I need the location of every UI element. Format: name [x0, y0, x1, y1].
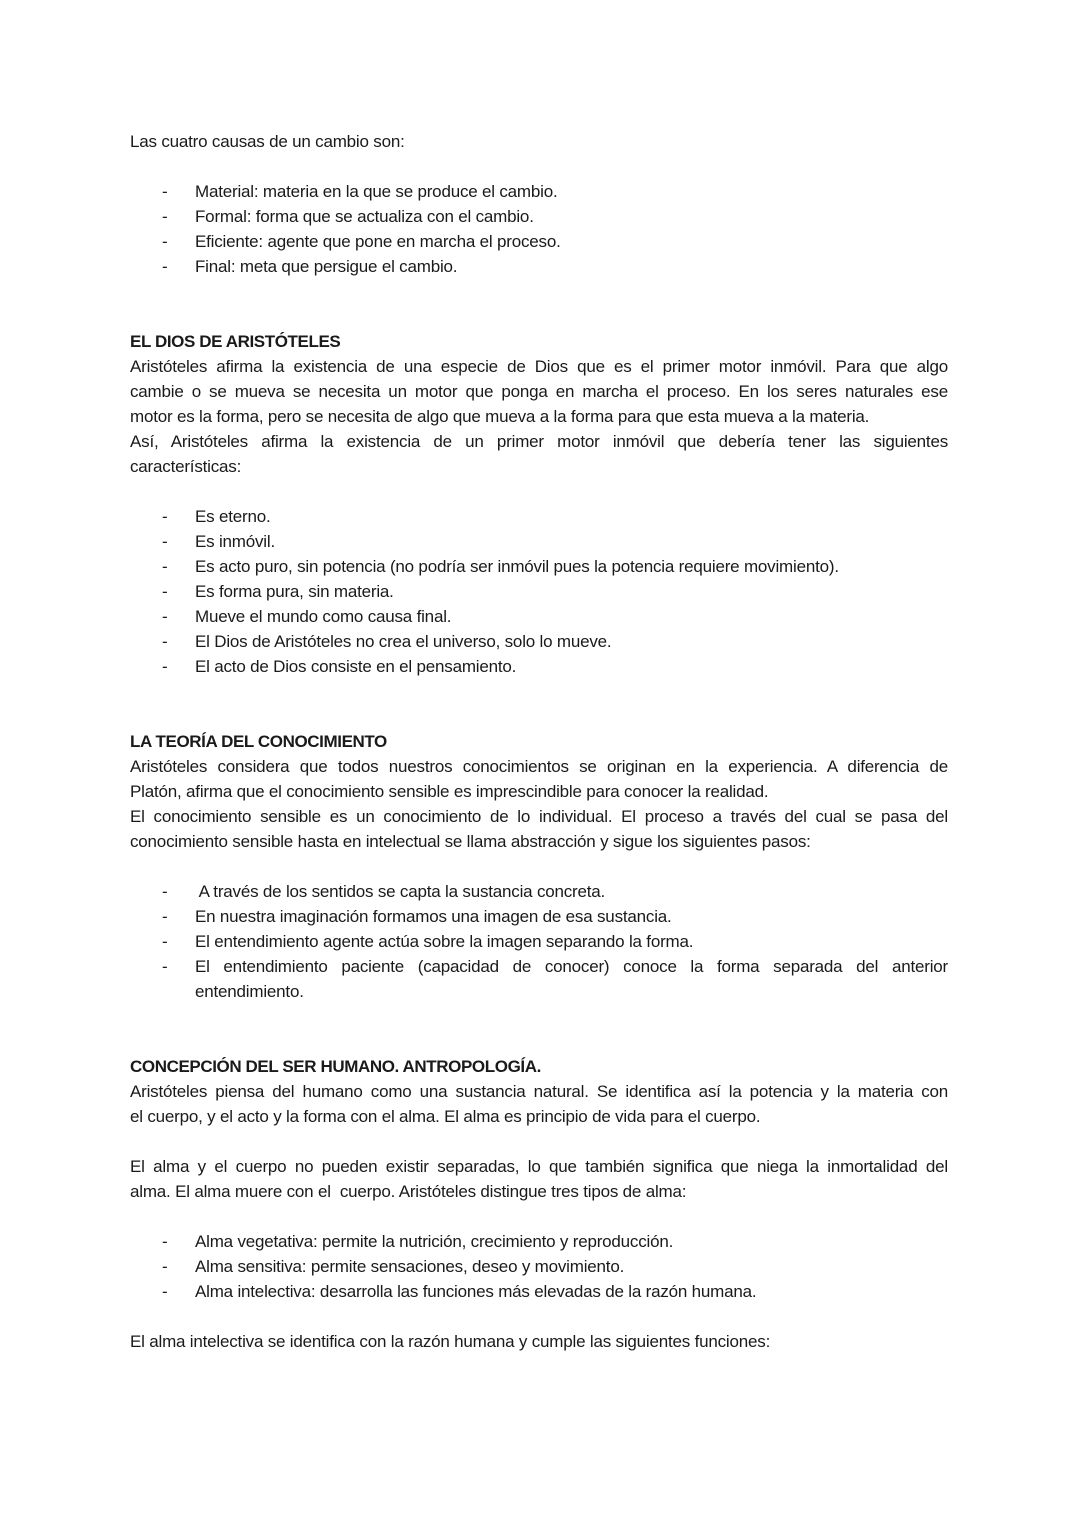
list-bullet: -: [162, 207, 168, 226]
list-bullet: -: [162, 882, 168, 901]
paragraph-line: El conocimiento sensible es un conocimiento de lo individual. El proceso a través del cual se pasa del: [130, 807, 948, 826]
list-bullet: -: [162, 232, 168, 251]
section-heading-knowledge: LA TEORÍA DEL CONOCIMIENTO: [130, 732, 387, 751]
list-bullet: -: [162, 507, 168, 526]
list-item: Formal: forma que se actualiza con el cambio.: [195, 207, 534, 226]
list-item: El entendimiento paciente (capacidad de conocer) conoce la forma separada del anterior: [195, 957, 948, 976]
list-item: Mueve el mundo como causa final.: [195, 607, 452, 626]
paragraph-line: Aristóteles considera que todos nuestros conocimientos se originan en la experiencia. A diferencia de: [130, 757, 948, 776]
paragraph-line: Platón, afirma que el conocimiento sensible es imprescindible para conocer la realidad.: [130, 782, 769, 801]
list-item: En nuestra imaginación formamos una imagen de esa sustancia.: [195, 907, 672, 926]
paragraph-line: Así, Aristóteles afirma la existencia de un primer motor inmóvil que debería tener las siguientes: [130, 432, 948, 451]
list-item: A través de los sentidos se capta la sustancia concreta.: [195, 882, 606, 901]
list-item: Alma sensitiva: permite sensaciones, deseo y movimiento.: [195, 1257, 625, 1276]
list-bullet: -: [162, 957, 168, 976]
list-item: Es eterno.: [195, 507, 271, 526]
list-item: Final: meta que persigue el cambio.: [195, 257, 458, 276]
list-bullet: -: [162, 607, 168, 626]
list-bullet: -: [162, 557, 168, 576]
list-item: Alma intelectiva: desarrolla las funciones más elevadas de la razón humana.: [195, 1282, 757, 1301]
list-bullet: -: [162, 257, 168, 276]
closing-line: El alma intelectiva se identifica con la razón humana y cumple las siguientes funciones:: [130, 1332, 771, 1351]
list-item-continuation: entendimiento.: [195, 982, 304, 1001]
list-item: Eficiente: agente que pone en marcha el proceso.: [195, 232, 561, 251]
list-item: Es forma pura, sin materia.: [195, 582, 394, 601]
paragraph-line: características:: [130, 457, 242, 476]
list-item: Es inmóvil.: [195, 532, 275, 551]
list-item: Material: materia en la que se produce el cambio.: [195, 182, 558, 201]
paragraph-line: alma. El alma muere con el cuerpo. Aristóteles distingue tres tipos de alma:: [130, 1182, 687, 1201]
list-bullet: -: [162, 1232, 168, 1251]
paragraph-line: El alma y el cuerpo no pueden existir separadas, lo que también significa que niega la inmortalidad del: [130, 1157, 948, 1176]
list-bullet: -: [162, 582, 168, 601]
list-bullet: -: [162, 1257, 168, 1276]
list-item: Alma vegetativa: permite la nutrición, crecimiento y reproducción.: [195, 1232, 674, 1251]
list-item: Es acto puro, sin potencia (no podría ser inmóvil pues la potencia requiere movimiento).: [195, 557, 839, 576]
list-bullet: -: [162, 182, 168, 201]
list-item: El acto de Dios consiste en el pensamiento.: [195, 657, 517, 676]
list-bullet: -: [162, 907, 168, 926]
list-bullet: -: [162, 632, 168, 651]
causes-intro: Las cuatro causas de un cambio son:: [130, 132, 405, 151]
list-item: El entendimiento agente actúa sobre la imagen separando la forma.: [195, 932, 694, 951]
paragraph-line: el cuerpo, y el acto y la forma con el alma. El alma es principio de vida para el cuerpo.: [130, 1107, 761, 1126]
paragraph-line: conocimiento sensible hasta en intelectual se llama abstracción y sigue los siguientes pasos:: [130, 832, 811, 851]
list-bullet: -: [162, 532, 168, 551]
list-bullet: -: [162, 657, 168, 676]
list-bullet: -: [162, 1282, 168, 1301]
list-item: El Dios de Aristóteles no crea el universo, solo lo mueve.: [195, 632, 612, 651]
paragraph-line: cambie o se mueva se necesita un motor que ponga en marcha el proceso. En los seres naturales ese: [130, 382, 948, 401]
paragraph-line: Aristóteles afirma la existencia de una especie de Dios que es el primer motor inmóvil. Para que algo: [130, 357, 948, 376]
paragraph-line: Aristóteles piensa del humano como una sustancia natural. Se identifica así la potencia y la materia con: [130, 1082, 948, 1101]
list-bullet: -: [162, 932, 168, 951]
section-heading-anthropology: CONCEPCIÓN DEL SER HUMANO. ANTROPOLOGÍA.: [130, 1057, 541, 1076]
paragraph-line: motor es la forma, pero se necesita de algo que mueva a la forma para que esta mueva a la materia.: [130, 407, 870, 426]
section-heading-god: EL DIOS DE ARISTÓTELES: [130, 332, 341, 351]
